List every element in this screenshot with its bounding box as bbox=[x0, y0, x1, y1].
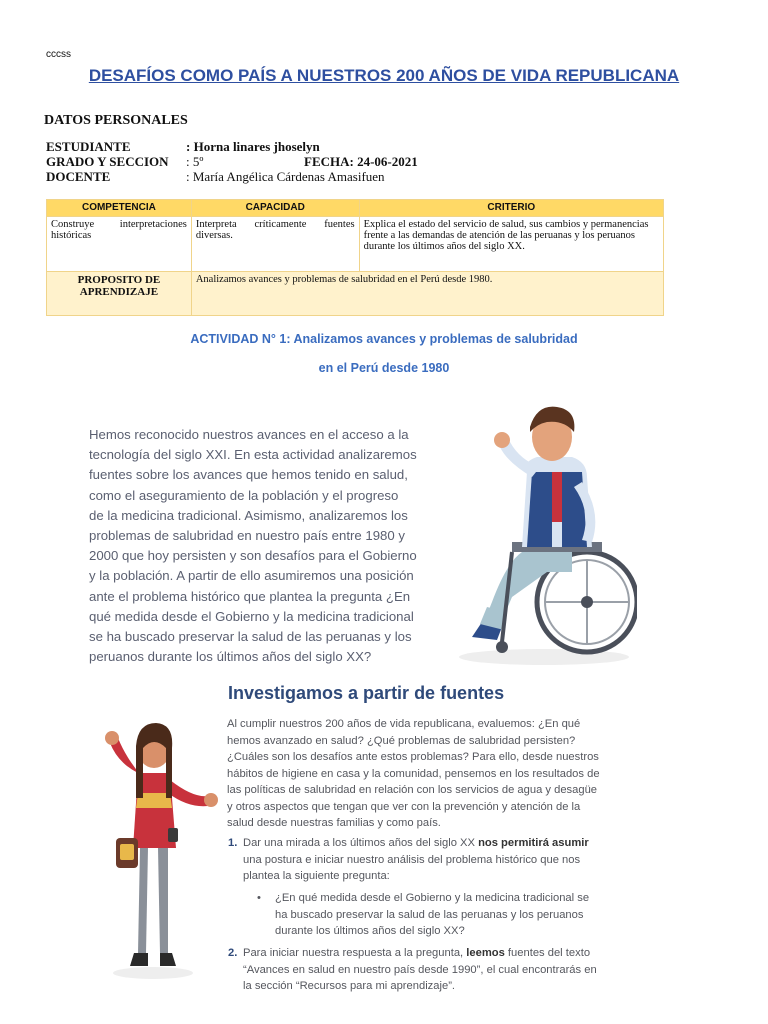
activity-title-line2: en el Perú desde 1980 bbox=[318, 361, 450, 375]
datos-personales-heading: DATOS PERSONALES bbox=[44, 113, 188, 128]
criterio-cell: Explica el estado del servicio de salud, sus cambios y permanencias frente a las demandas de atención de las peruanas y los peruanos durante los últimos años del siglo XX. bbox=[359, 217, 663, 272]
proposito-label: PROPOSITO DE APRENDIZAJE bbox=[47, 272, 192, 316]
step-number: 1. bbox=[228, 837, 238, 849]
step-text: Para iniciar nuestra respuesta a la pregunta, bbox=[243, 947, 467, 959]
activity-title-line1: ACTIVIDAD N° 1: Analizamos avances y problemas de salubridad bbox=[190, 332, 578, 346]
step-line: “Avances en salud en nuestro país desde 1990”, el cual encontrarás en bbox=[243, 963, 597, 976]
docente-value: : María Angélica Cárdenas Amasifuen bbox=[186, 169, 385, 184]
header-capacidad: CAPACIDAD bbox=[191, 200, 359, 217]
grado-row bbox=[46, 154, 418, 170]
para-line: y otros aspectos que tengan que ver con la prevención y atención de la bbox=[227, 800, 581, 813]
para-line: ¿Cuáles son los desafíos ante estos problemas? Para ello, desde nuestros bbox=[227, 751, 599, 763]
para-line: las políticas de salubridad en relación con los servicios de agua y desagüe bbox=[227, 784, 598, 796]
docente-label: DOCENTE bbox=[46, 169, 111, 184]
intro-line: se ha buscado preservar la salud de las peruanas y los bbox=[89, 629, 412, 645]
bullet-line: ha buscado preservar la salud de las peruanas y los peruanos bbox=[275, 908, 584, 921]
docente-row bbox=[46, 169, 385, 185]
bullet-dot: • bbox=[257, 892, 261, 904]
estudiante-row bbox=[46, 139, 320, 155]
step-line: plantea la siguiente pregunta: bbox=[243, 870, 390, 882]
para-line: hemos avanzado en salud? ¿Qué problemas de salubridad persisten? bbox=[227, 734, 576, 747]
intro-line: y la población. A partir de ello asumiremos una posición bbox=[89, 568, 414, 584]
intro-line: tecnología del siglo XXI. En esta actividad analizaremos bbox=[89, 447, 417, 463]
girl-traditional-illustration bbox=[88, 718, 223, 980]
grado-value: : 5º bbox=[186, 154, 204, 169]
intro-line: Hemos reconocido nuestros avances en el acceso a la bbox=[89, 427, 409, 442]
estudiante-value: : Horna linares jhoselyn bbox=[186, 139, 320, 154]
document-title: DESAFÍOS COMO PAÍS A NUESTROS 200 AÑOS DE VIDA REPUBLICANA bbox=[88, 66, 680, 85]
step-number: 2. bbox=[228, 947, 238, 959]
investigamos-title: Investigamos a partir de fuentes bbox=[228, 683, 505, 703]
intro-line: qué medida desde el Gobierno y la medicina tradicional bbox=[89, 608, 414, 624]
para-line: salud desde nuestras familias y como país. bbox=[227, 817, 441, 829]
corner-text: cccss bbox=[46, 49, 71, 60]
grado-label: GRADO Y SECCION bbox=[46, 154, 169, 169]
intro-line: de la medicina tradicional. Asimismo, analizaremos los bbox=[89, 507, 408, 523]
intro-line: 2000 que hoy persisten y son desafíos para el Gobierno bbox=[89, 548, 417, 564]
fecha-value: FECHA: 24-06-2021 bbox=[304, 154, 418, 169]
para-line: hábitos de higiene en casa y la comunidad, pensemos en los resultados de bbox=[227, 767, 600, 780]
header-criterio: CRITERIO bbox=[359, 200, 663, 217]
intro-line: peruanos durante los últimos años del siglo XX? bbox=[89, 649, 372, 665]
intro-line: como el aseguramiento de la población y el progreso bbox=[89, 487, 399, 503]
investigamos-paragraph bbox=[227, 716, 631, 832]
wheelchair-boy-illustration bbox=[452, 402, 637, 667]
para-line: Al cumplir nuestros 200 años de vida republicana, evaluemos: ¿En qué bbox=[227, 718, 581, 730]
proposito-value: Analizamos avances y problemas de salubridad en el Perú desde 1980. bbox=[191, 272, 663, 316]
step-bold: nos permitirá asumir bbox=[478, 837, 589, 849]
step-text: Dar una mirada a los últimos años del siglo XX bbox=[243, 837, 479, 849]
step-line bbox=[243, 835, 633, 852]
intro-paragraph bbox=[89, 425, 417, 667]
header-competencia: COMPETENCIA bbox=[47, 200, 192, 217]
bullet-line: ¿En qué medida desde el Gobierno y la medicina tradicional se bbox=[275, 892, 590, 904]
intro-line: ante el problema histórico que plantea la pregunta ¿En bbox=[89, 588, 411, 604]
step-line: una postura e iniciar nuestro análisis del problema histórico que nos bbox=[243, 853, 581, 866]
step-bold: leemos bbox=[466, 947, 505, 959]
question-bullet bbox=[257, 890, 631, 940]
estudiante-label: ESTUDIANTE bbox=[46, 139, 131, 154]
bullet-line: durante los últimos años del siglo XX? bbox=[275, 925, 465, 937]
capacidad-cell: Interpreta críticamente fuentes diversas. bbox=[191, 217, 359, 272]
step-2 bbox=[228, 945, 633, 995]
step-line: la sección “Recursos para mi aprendizaje”. bbox=[243, 980, 456, 992]
competencia-cell: Construye interpretaciones históricas bbox=[47, 217, 192, 272]
intro-line: problemas de salubridad en nuestro país entre 1980 y bbox=[89, 528, 405, 544]
step-line bbox=[243, 945, 633, 962]
step-text: fuentes del texto bbox=[504, 947, 591, 959]
step-1 bbox=[228, 835, 633, 885]
intro-line: fuentes sobre los avances que hemos tenido en salud, bbox=[89, 467, 408, 483]
competencias-table bbox=[46, 199, 664, 316]
